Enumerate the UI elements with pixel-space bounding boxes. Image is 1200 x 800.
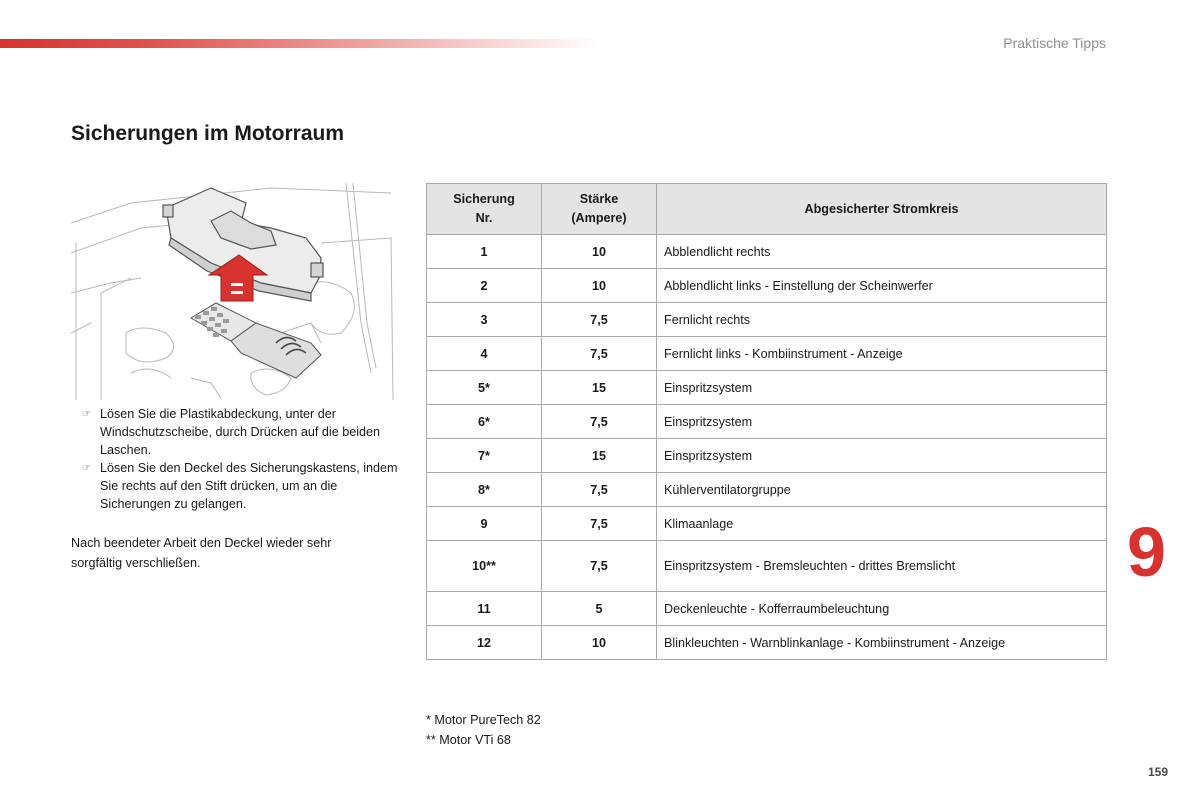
table-row — [427, 371, 1107, 405]
fuse-number-cell: 1 — [427, 235, 542, 269]
circuit-cell: Einspritzsystem — [657, 405, 1107, 439]
ampere-cell: 7,5 — [542, 303, 657, 337]
table-row — [427, 269, 1107, 303]
table-header-row — [427, 184, 1107, 235]
footnote: * Motor PureTech 82 — [426, 713, 541, 727]
fuse-number-cell: 7* — [427, 439, 542, 473]
header-text: Nr. — [475, 211, 493, 225]
ampere-cell: 7,5 — [542, 337, 657, 371]
circuit-cell: Abblendlicht links - Einstellung der Scheinwerfer — [657, 269, 1107, 303]
page-number: 159 — [1147, 765, 1168, 779]
footnotes — [426, 710, 541, 750]
fuse-number-cell: 6* — [427, 405, 542, 439]
ampere-cell: 7,5 — [542, 541, 657, 592]
header-circuit: Abgesicherter Stromkreis — [657, 184, 1107, 235]
table-row — [427, 473, 1107, 507]
accent-bar — [0, 39, 600, 48]
ampere-cell: 15 — [542, 371, 657, 405]
fuse-number-cell: 3 — [427, 303, 542, 337]
ampere-cell: 10 — [542, 626, 657, 660]
table-row — [427, 592, 1107, 626]
instruction-list — [82, 405, 400, 513]
pointing-hand-icon: ☞ — [82, 409, 91, 420]
page-title: Sicherungen im Motorraum — [71, 122, 345, 145]
pointing-hand-icon: ☞ — [82, 463, 91, 474]
fuse-table — [426, 183, 1107, 660]
instruction-text: Lösen Sie den Deckel des Sicherungskastens, indem Sie rechts auf den Stift drücken, um an die Sicherungen zu gelangen. — [100, 461, 398, 511]
ampere-cell: 10 — [542, 269, 657, 303]
circuit-cell: Einspritzsystem — [657, 439, 1107, 473]
closing-note: Nach beendeter Arbeit den Deckel wieder sehr sorgfältig verschließen. — [71, 536, 332, 570]
ampere-cell: 7,5 — [542, 405, 657, 439]
table-row — [427, 303, 1107, 337]
circuit-cell: Fernlicht rechts — [657, 303, 1107, 337]
ampere-cell: 5 — [542, 592, 657, 626]
table-row — [427, 626, 1107, 660]
section-label: Praktische Tipps — [1003, 35, 1106, 51]
ampere-cell: 15 — [542, 439, 657, 473]
header-text: (Ampere) — [571, 211, 627, 225]
header-text: Stärke — [579, 192, 619, 206]
header-fuse-number — [427, 184, 542, 235]
fuse-number-cell: 5* — [427, 371, 542, 405]
instruction-item — [82, 459, 400, 513]
table-row — [427, 337, 1107, 371]
header-ampere — [542, 184, 657, 235]
circuit-cell: Einspritzsystem — [657, 371, 1107, 405]
table-row — [427, 507, 1107, 541]
table-row — [427, 235, 1107, 269]
ampere-cell: 7,5 — [542, 507, 657, 541]
instruction-text: Lösen Sie die Plastikabdeckung, unter der Windschutzscheibe, durch Drücken auf die beiden Laschen. — [100, 407, 381, 457]
fuse-number-cell: 8* — [427, 473, 542, 507]
circuit-cell: Klimaanlage — [657, 507, 1107, 541]
circuit-cell: Abblendlicht rechts — [657, 235, 1107, 269]
engine-fuse-box-illustration — [71, 183, 397, 400]
ampere-cell: 7,5 — [542, 473, 657, 507]
circuit-cell: Kühlerventilatorgruppe — [657, 473, 1107, 507]
footnote: ** Motor VTi 68 — [426, 733, 511, 747]
circuit-cell: Blinkleuchten - Warnblinkanlage - Kombiinstrument - Anzeige — [657, 626, 1107, 660]
ampere-cell: 10 — [542, 235, 657, 269]
fuse-number-cell: 11 — [427, 592, 542, 626]
circuit-cell: Einspritzsystem - Bremsleuchten - drittes Bremslicht — [657, 541, 1107, 592]
table-row — [427, 439, 1107, 473]
fuse-number-cell: 12 — [427, 626, 542, 660]
circuit-cell: Fernlicht links - Kombiinstrument - Anzeige — [657, 337, 1107, 371]
fuse-number-cell: 2 — [427, 269, 542, 303]
table-row — [427, 405, 1107, 439]
table-row — [427, 541, 1107, 592]
header-text: Sicherung — [453, 192, 515, 206]
chapter-number: 9 — [1127, 513, 1166, 591]
fuse-number-cell: 4 — [427, 337, 542, 371]
circuit-cell: Deckenleuchte - Kofferraumbeleuchtung — [657, 592, 1107, 626]
fuse-number-cell: 10** — [427, 541, 542, 592]
instruction-item — [82, 405, 400, 459]
fuse-number-cell: 9 — [427, 507, 542, 541]
